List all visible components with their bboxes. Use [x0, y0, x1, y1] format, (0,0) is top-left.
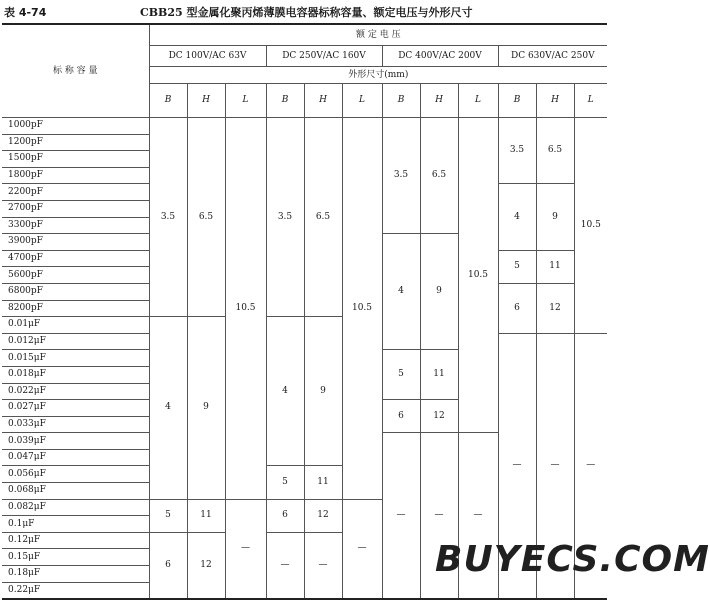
value-cell: 11 [304, 466, 342, 499]
value-cell: 9 [187, 317, 225, 500]
value-cell: 12 [304, 499, 342, 532]
capacity-cell: 0.056μF [2, 466, 149, 483]
value-cell: 10.5 [342, 118, 382, 500]
capacity-cell: 0.068μF [2, 483, 149, 500]
watermark-logo: BUYECS.COM [435, 539, 710, 580]
value-cell: — [536, 333, 574, 599]
value-cell: 6.5 [187, 118, 225, 317]
capacity-cell: 3300pF [2, 217, 149, 234]
value-cell: 6 [498, 283, 536, 333]
page-title [4, 4, 616, 18]
dim-b-header: B [382, 84, 420, 118]
value-cell: 11 [187, 499, 225, 532]
capacity-cell: 0.15μF [2, 549, 149, 566]
capacity-cell: 0.082μF [2, 499, 149, 516]
value-cell: 9 [536, 184, 574, 250]
capacity-cell: 1000pF [2, 118, 149, 135]
dim-l-header: L [225, 84, 266, 118]
value-cell: 12 [536, 283, 574, 333]
value-cell: 4 [498, 184, 536, 250]
table-number: 表 4-74 [4, 6, 47, 19]
capacity-cell: 4700pF [2, 250, 149, 267]
capacity-cell: 2700pF [2, 200, 149, 217]
capacity-cell: 2200pF [2, 184, 149, 201]
capacity-cell: 0.012μF [2, 333, 149, 350]
value-cell: 6 [266, 499, 304, 532]
value-cell: 3.5 [149, 118, 187, 317]
dim-l-header: L [342, 84, 382, 118]
value-cell: 10.5 [574, 118, 607, 334]
value-cell: 11 [420, 350, 458, 400]
value-cell: 4 [149, 317, 187, 500]
value-cell: 10.5 [225, 118, 266, 500]
capacity-cell: 1500pF [2, 151, 149, 168]
value-cell: 6.5 [420, 118, 458, 234]
capacity-cell: 0.1μF [2, 516, 149, 533]
value-cell: 12 [420, 400, 458, 433]
capacity-cell: 0.047μF [2, 449, 149, 466]
dim-h-header: H [420, 84, 458, 118]
value-cell: — [304, 532, 342, 599]
value-cell: 5 [382, 350, 420, 400]
voltage-header: DC 100V/AC 63V [149, 46, 266, 67]
dim-h-header: H [536, 84, 574, 118]
capacity-cell: 0.22μF [2, 582, 149, 599]
value-cell: 6.5 [536, 118, 574, 184]
capacity-cell: 0.027μF [2, 400, 149, 417]
value-cell: 6.5 [304, 118, 342, 317]
capacity-header: 标 称 容 量 [2, 24, 149, 118]
value-cell: — [266, 532, 304, 599]
value-cell: 3.5 [266, 118, 304, 317]
value-cell: 6 [149, 532, 187, 599]
value-cell: 5 [266, 466, 304, 499]
capacity-cell: 1800pF [2, 167, 149, 184]
table-title: CBB25 型金属化聚丙烯薄膜电容器标称容量、额定电压与外形尺寸 [140, 6, 473, 19]
capacity-cell: 0.018μF [2, 366, 149, 383]
dim-h-header: H [187, 84, 225, 118]
value-cell: — [342, 499, 382, 599]
value-cell: 10.5 [458, 118, 498, 433]
spec-table [2, 23, 607, 600]
voltage-header: DC 250V/AC 160V [266, 46, 382, 67]
value-cell: — [382, 433, 420, 599]
capacity-cell: 3900pF [2, 234, 149, 251]
value-cell: — [498, 333, 536, 599]
capacity-cell: 8200pF [2, 300, 149, 317]
value-cell: 6 [382, 400, 420, 433]
dim-h-header: H [304, 84, 342, 118]
voltage-header: DC 400V/AC 200V [382, 46, 498, 67]
value-cell: 9 [420, 234, 458, 350]
dim-b-header: B [149, 84, 187, 118]
dim-l-header: L [574, 84, 607, 118]
value-cell: 11 [536, 250, 574, 283]
capacity-cell: 5600pF [2, 267, 149, 284]
capacity-cell: 1200pF [2, 134, 149, 151]
capacity-cell: 0.015μF [2, 350, 149, 367]
value-cell: 4 [266, 317, 304, 466]
capacity-cell: 0.01μF [2, 317, 149, 334]
capacity-cell: 0.12μF [2, 532, 149, 549]
value-cell: — [574, 333, 607, 599]
value-cell: — [225, 499, 266, 599]
rated-voltage-header: 额 定 电 压 [149, 24, 607, 46]
value-cell: 3.5 [498, 118, 536, 184]
dim-l-header: L [458, 84, 498, 118]
value-cell: 4 [382, 234, 420, 350]
capacity-cell: 0.022μF [2, 383, 149, 400]
capacity-cell: 6800pF [2, 283, 149, 300]
value-cell: 9 [304, 317, 342, 466]
capacity-cell: 0.18μF [2, 566, 149, 583]
value-cell: — [458, 433, 498, 599]
value-cell: 5 [498, 250, 536, 283]
dim-b-header: B [266, 84, 304, 118]
value-cell: — [420, 433, 458, 599]
voltage-header: DC 630V/AC 250V [498, 46, 607, 67]
value-cell: 3.5 [382, 118, 420, 234]
dim-b-header: B [498, 84, 536, 118]
capacity-cell: 0.033μF [2, 416, 149, 433]
value-cell: 5 [149, 499, 187, 532]
capacity-cell: 0.039μF [2, 433, 149, 450]
dimensions-header: 外形尺寸(mm) [149, 67, 607, 84]
value-cell: 12 [187, 532, 225, 599]
